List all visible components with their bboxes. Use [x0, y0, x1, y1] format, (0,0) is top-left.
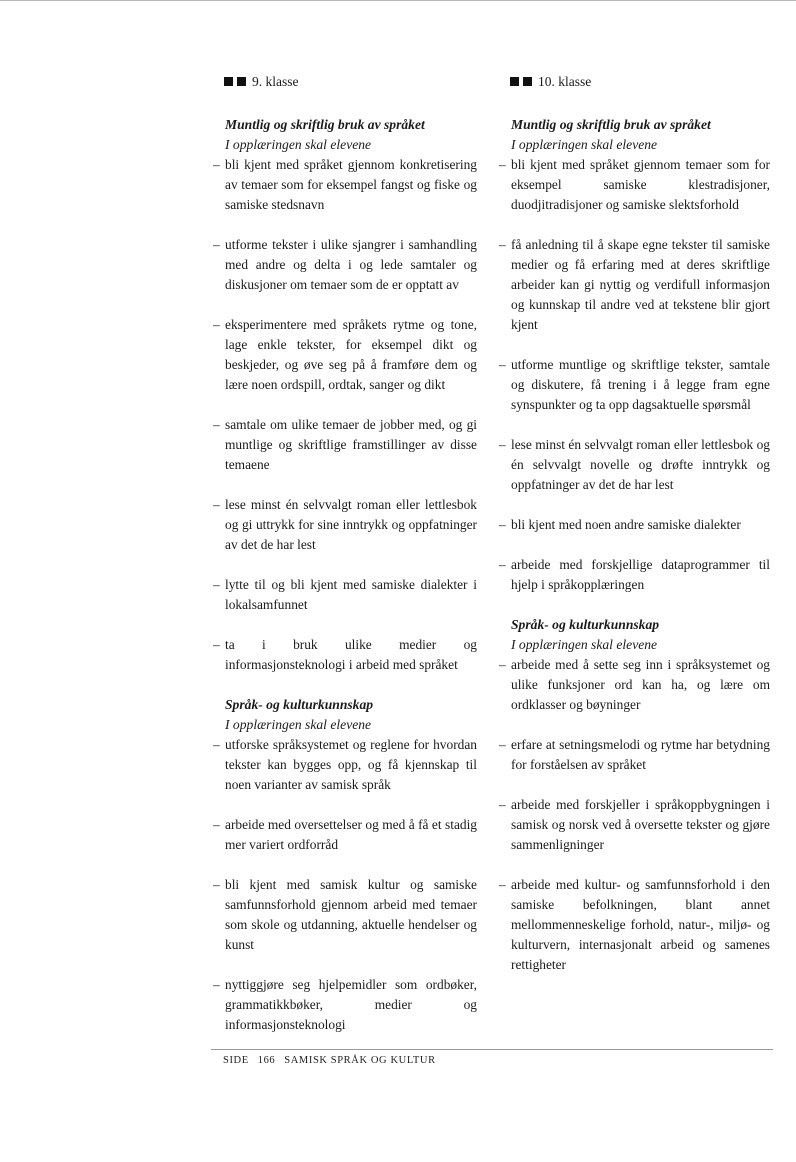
grade-label: 10. klasse	[538, 74, 592, 89]
list-item: – samtale om ulike temaer de jobber med, og gi muntlige og skriftlige framstillinger av disse temaene	[212, 415, 477, 475]
list-item: – lese minst én selvvalgt roman eller lettlesbok og én selvvalgt novelle og drøfte inntrykk og oppfatninger av det de har lest	[498, 435, 770, 495]
grade-heading-10	[498, 74, 770, 94]
list-item: – utforme muntlige og skriftlige tekster, samtale og diskutere, få trening i å legge fram egne synspunkter og ta opp dagsaktuelle spørsmål	[498, 355, 770, 415]
square-bullet-icon	[224, 77, 233, 86]
list-item: – lytte til og bli kjent med samiske dialekter i lokalsamfunnet	[212, 575, 477, 615]
section-title-language-culture: Språk- og kulturkunnskap	[225, 697, 374, 712]
list-item: – bli kjent med språket gjennom konkretisering av temaer som for eksempel fangst og fiske og samiske stedsnavn	[212, 155, 477, 215]
list-item: – arbeide med forskjeller i språkoppbygningen i samisk og norsk ved å oversette tekster og gjøre sammenligninger	[498, 795, 770, 855]
section-title-oral-written: Muntlig og skriftlig bruk av språket	[511, 117, 711, 132]
section-title-language-culture: Språk- og kulturkunnskap	[511, 617, 660, 632]
list-item: – arbeide med forskjellige dataprogrammer til hjelp i språkopplæringen	[498, 555, 770, 595]
section-subtitle: I opplæringen skal elevene	[225, 137, 372, 152]
square-bullet-icon	[510, 77, 519, 86]
column-grade-9	[212, 74, 477, 1035]
list-item: – ta i bruk ulike medier og informasjonsteknologi i arbeid med språket	[212, 635, 477, 675]
goal-list	[212, 735, 477, 1035]
square-bullet-icon	[523, 77, 532, 86]
list-item: – erfare at setningsmelodi og rytme har betydning for forståelsen av språket	[498, 735, 770, 775]
top-border-line	[0, 0, 796, 1]
grade-label: 9. klasse	[252, 74, 299, 89]
section-subtitle: I opplæringen skal elevene	[511, 137, 658, 152]
goal-list	[498, 655, 770, 975]
section-subtitle: I opplæringen skal elevene	[225, 717, 372, 732]
footer-side-label: SIDE	[223, 1055, 249, 1066]
square-bullet-icon	[237, 77, 246, 86]
footer-page-number: 166	[257, 1055, 276, 1066]
list-item: – arbeide med kultur- og samfunnsforhold i den samiske befolkningen, blant annet mellommenneskelige forhold, natur-, miljø- og kulturvern, internasjonalt arbeid og samenes rettigheter	[498, 875, 770, 975]
list-item: – eksperimentere med språkets rytme og tone, lage enkle tekster, for eksempel dikt og beskjeder, og øve seg på å framføre dem og lære noen ordspill, ordtak, sanger og dikt	[212, 315, 477, 395]
list-item: – bli kjent med språket gjennom temaer som for eksempel samiske klestradisjoner, duodjitradisjoner og samiske slektsforhold	[498, 155, 770, 215]
goal-list	[498, 155, 770, 595]
footer-rule	[211, 1049, 773, 1050]
list-item: – arbeide med oversettelser og med å få et stadig mer variert ordforråd	[212, 815, 477, 855]
section-subtitle: I opplæringen skal elevene	[511, 637, 658, 652]
list-item: – bli kjent med noen andre samiske dialekter	[498, 515, 770, 535]
grade-heading-9	[212, 74, 477, 94]
list-item: – utforske språksystemet og reglene for hvordan tekster kan bygges opp, og få kjennskap til noen varianter av samisk språk	[212, 735, 477, 795]
list-item: – arbeide med å sette seg inn i språksystemet og ulike funksjoner ord kan ha, og lære om ordklasser og bøyninger	[498, 655, 770, 715]
footer-book-title: SAMISK SPRÅK OG KULTUR	[284, 1055, 436, 1066]
column-grade-10	[498, 74, 770, 975]
list-item: – utforme tekster i ulike sjangrer i samhandling med andre og delta i og lede samtaler og diskusjoner om temaer som de er opptatt av	[212, 235, 477, 295]
goal-list	[212, 155, 477, 675]
list-item: – bli kjent med samisk kultur og samiske samfunnsforhold gjennom arbeid med temaer som skole og utdanning, aktuelle hendelser og kunst	[212, 875, 477, 955]
list-item: – lese minst én selvvalgt roman eller lettlesbok og gi uttrykk for sine inntrykk og oppfatninger av det de har lest	[212, 495, 477, 555]
list-item: – få anledning til å skape egne tekster til samiske medier og få erfaring med at deres skriftlige arbeider kan gi nyttig og verdifull informasjon og kunnskap til andre ved at tekstene blir gjort kjent	[498, 235, 770, 335]
page-footer	[223, 1055, 445, 1066]
list-item: – nyttiggjøre seg hjelpemidler som ordbøker, grammatikkbøker, medier og informasjonsteknologi	[212, 975, 477, 1035]
section-title-oral-written: Muntlig og skriftlig bruk av språket	[225, 117, 425, 132]
